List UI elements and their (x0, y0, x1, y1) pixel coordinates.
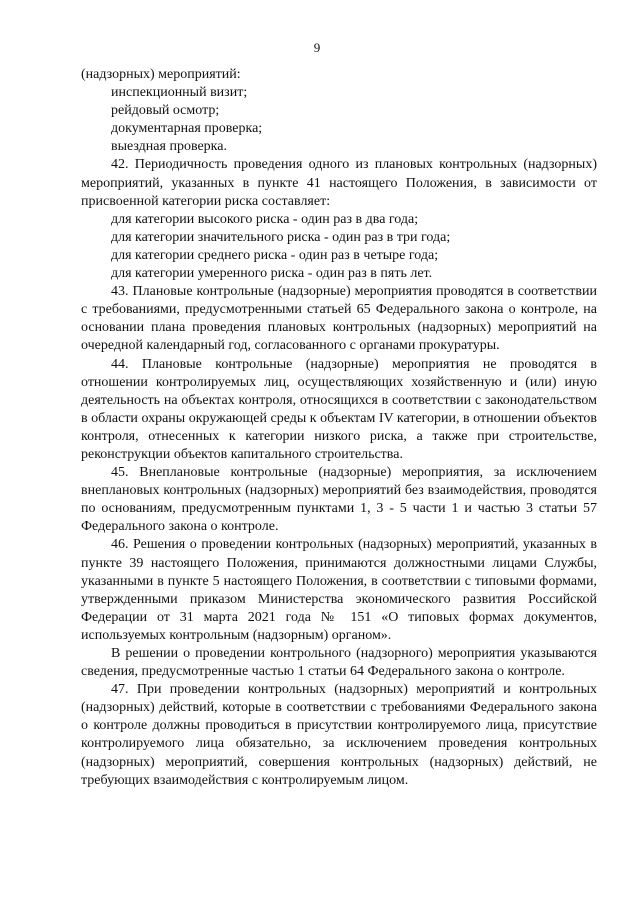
paragraph: (надзорных) мероприятий: (81, 67, 241, 82)
list-item: для категории среднего риска - один раз в четыре года; (111, 247, 439, 263)
list-item: для категории высокого риска - один раз в два года; (111, 211, 419, 227)
list-item: документарная проверка; (111, 121, 263, 137)
list-item: выездная проверка. (111, 139, 227, 155)
paragraph: 47. При проведении контрольных (надзорных) мероприятий и контрольных (надзорных) действий, которые в соответствии с требованиями Федерального закона о контроле должны проводиться в присутствии контролируемого лица, присутствие контролируемого лица обязательно, за исключением проведения контрольных (надзорных) мероприятий, совершения контрольных (надзорных) действий, не требующих взаимодействия с контролируемым лицом. (81, 682, 597, 788)
paragraph: 44. Плановые контрольные (надзорные) мероприятия не проводятся в отношении контролируемых лиц, осуществляющих хозяйственную и (или) иную деятельность на объектах контроля, относящихся в соответствии с законодательством в области охраны окружающей среды к объектам IV категории, в отношении объектов контроля, отнесенных к категории низкого риска, а также при строительстве, реконструкции объектов капитального строительства. (81, 356, 597, 462)
paragraph: 42. Периодичность проведения одного из плановых контрольных (надзорных) мероприятий, указанных в пункте 41 настоящего Положения, в зависимости от присвоенной категории риска составляет: (81, 157, 597, 209)
list-item: для категории значительного риска - один раз в три года; (111, 229, 451, 245)
paragraph: 45. Внеплановые контрольные (надзорные) мероприятия, за исключением внеплановых контрольных (надзорных) мероприятий без взаимодействия, проводятся по основаниям, предусмотренным пунктами 1, 3 - 5 части 1 и частью 3 статьи 57 Федерального закона о контроле. (81, 465, 597, 535)
list-item: инспекционный визит; (111, 85, 248, 101)
list-item: для категории умеренного риска - один раз в пять лет. (111, 266, 433, 282)
paragraph: В решении о проведении контрольного (надзорного) мероприятия указываются сведения, предусмотренные частью 1 статьи 64 Федерального закона о контроле. (81, 646, 597, 680)
paragraph: 46. Решения о проведении контрольных (надзорных) мероприятий, указанных в пункте 39 настоящего Положения, принимаются должностными лицами Службы, указанными в пункте 5 настоящего Положения, в соответствии с типовыми формами, утвержденными приказом Министерства экономического развития Российской Федерации от 31 марта 2021 года № 151 «О типовых формах документов, используемых контрольным (надзорным) органом». (81, 537, 597, 643)
paragraph: 43. Плановые контрольные (надзорные) мероприятия проводятся в соответствии с требованиями, предусмотренными статьей 65 Федерального закона о контроле, на основании плана проведения плановых контрольных (надзорных) мероприятий на очередной календарный год, согласованного с органами прокуратуры. (81, 284, 597, 354)
page-number: 9 (313, 40, 321, 55)
document-body (81, 66, 597, 790)
list-item: рейдовый осмотр; (111, 103, 220, 119)
